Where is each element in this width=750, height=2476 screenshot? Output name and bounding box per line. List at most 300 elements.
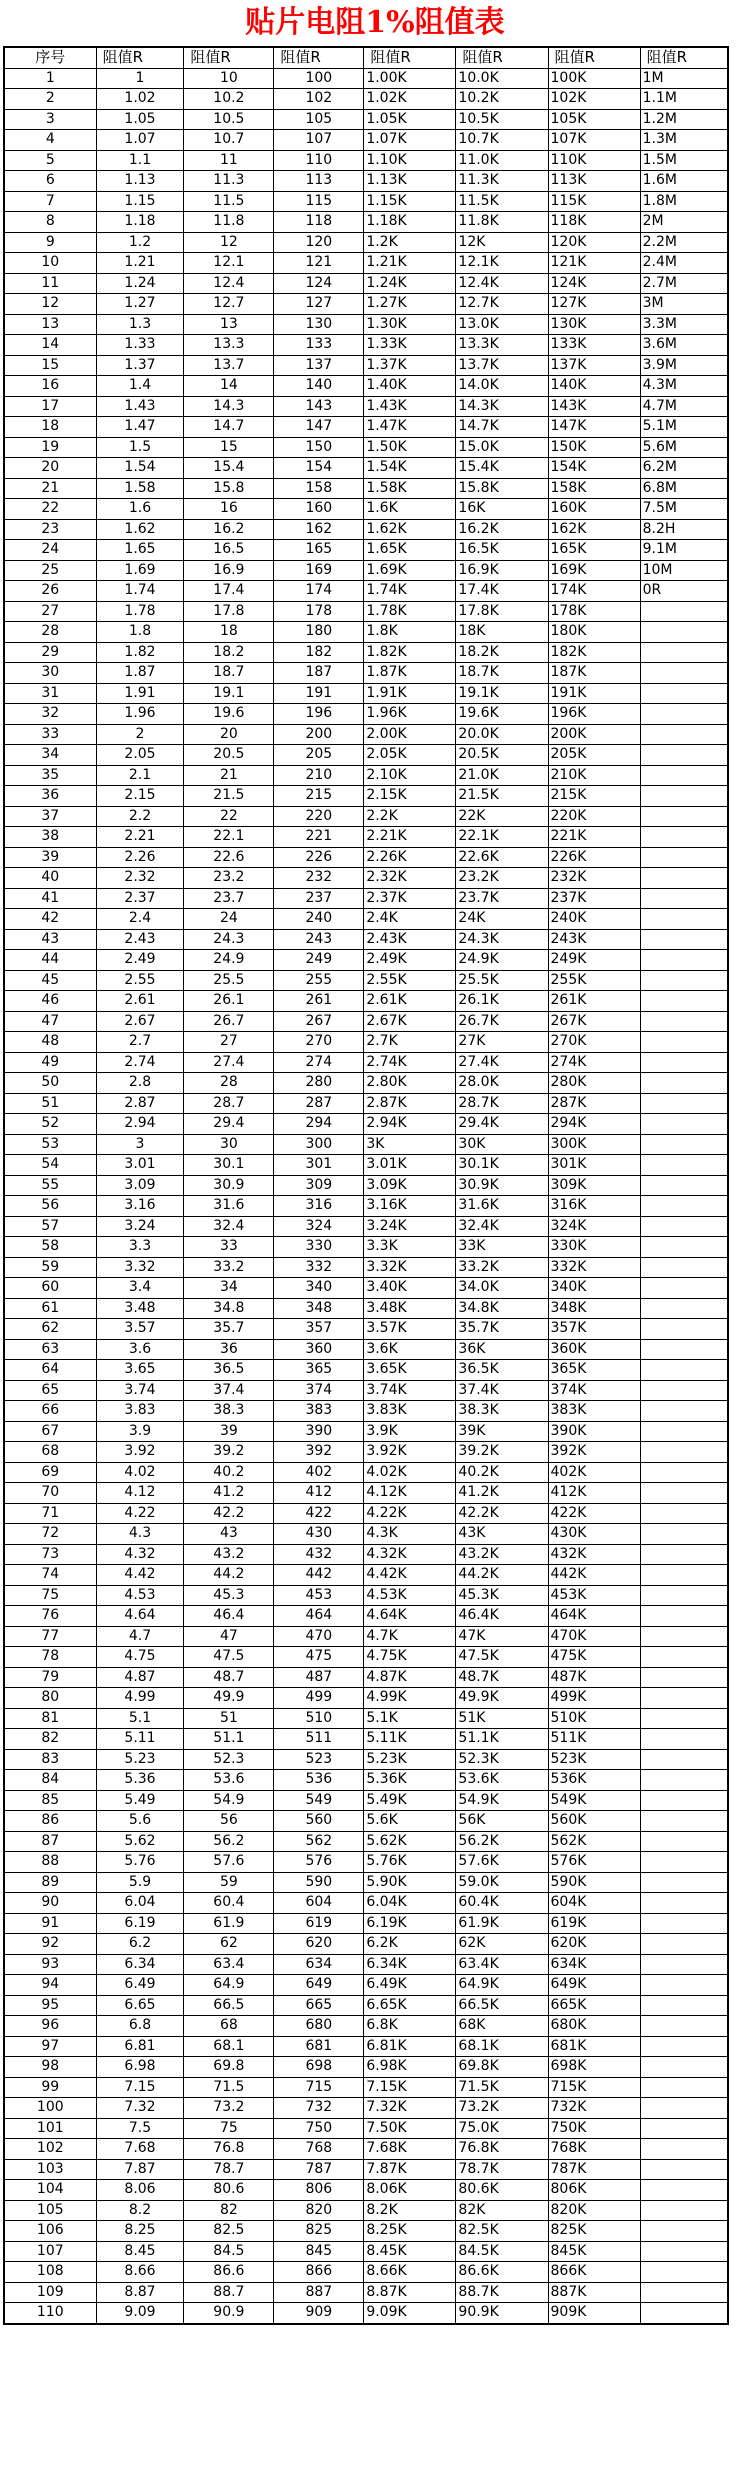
cell-kohm-10: 26.7K: [456, 1011, 548, 1032]
cell-kohm-1: 6.8K: [364, 2016, 456, 2037]
cell-ohm-10: 13.3: [184, 335, 274, 356]
cell-kohm-10: 76.8K: [456, 2139, 548, 2160]
cell-ohm-100: 143: [274, 396, 364, 417]
cell-ohm-10: 54.9: [184, 1790, 274, 1811]
cell-index: 21: [4, 478, 96, 499]
cell-ohm-10: 12: [184, 232, 274, 253]
cell-index: 104: [4, 2180, 96, 2201]
cell-ohm-1: 1.18: [96, 212, 184, 233]
cell-kohm-1: 3.83K: [364, 1401, 456, 1422]
cell-ohm-100: 665: [274, 1995, 364, 2016]
table-row: [4, 2139, 728, 2160]
cell-kohm-100: 158K: [548, 478, 640, 499]
cell-ohm-1: 1.87: [96, 663, 184, 684]
cell-mohm: [640, 2139, 728, 2160]
cell-ohm-100: 360: [274, 1339, 364, 1360]
cell-ohm-10: 44.2: [184, 1565, 274, 1586]
cell-kohm-1: 1.58K: [364, 478, 456, 499]
cell-mohm: [640, 1647, 728, 1668]
table-row: [4, 1524, 728, 1545]
cell-kohm-100: 127K: [548, 294, 640, 315]
cell-kohm-10: 45.3K: [456, 1585, 548, 1606]
cell-mohm: [640, 991, 728, 1012]
cell-ohm-100: 191: [274, 683, 364, 704]
cell-mohm: 1.6M: [640, 171, 728, 192]
cell-ohm-100: 887: [274, 2282, 364, 2303]
cell-ohm-100: 169: [274, 560, 364, 581]
cell-kohm-100: 487K: [548, 1667, 640, 1688]
cell-index: 101: [4, 2118, 96, 2139]
cell-ohm-10: 39: [184, 1421, 274, 1442]
cell-mohm: [640, 1339, 728, 1360]
cell-kohm-10: 30.9K: [456, 1175, 548, 1196]
cell-kohm-10: 24.9K: [456, 950, 548, 971]
cell-ohm-10: 51: [184, 1708, 274, 1729]
cell-ohm-10: 10.5: [184, 109, 274, 130]
cell-kohm-10: 18.2K: [456, 642, 548, 663]
cell-kohm-1: 5.76K: [364, 1852, 456, 1873]
cell-ohm-100: 220: [274, 806, 364, 827]
cell-kohm-100: 143K: [548, 396, 640, 417]
cell-ohm-10: 59: [184, 1872, 274, 1893]
table-row: [4, 2241, 728, 2262]
cell-kohm-10: 34.0K: [456, 1278, 548, 1299]
cell-ohm-1: 8.25: [96, 2221, 184, 2242]
cell-index: 35: [4, 765, 96, 786]
table-row: [4, 1298, 728, 1319]
cell-index: 44: [4, 950, 96, 971]
table-row: [4, 1134, 728, 1155]
cell-ohm-1: 3.48: [96, 1298, 184, 1319]
cell-index: 110: [4, 2303, 96, 2324]
cell-kohm-100: 300K: [548, 1134, 640, 1155]
cell-ohm-10: 42.2: [184, 1503, 274, 1524]
cell-kohm-100: 180K: [548, 622, 640, 643]
cell-kohm-10: 48.7K: [456, 1667, 548, 1688]
cell-kohm-100: 255K: [548, 970, 640, 991]
cell-kohm-100: 169K: [548, 560, 640, 581]
cell-ohm-1: 1.33: [96, 335, 184, 356]
table-row: [4, 1544, 728, 1565]
cell-mohm: [640, 1114, 728, 1135]
cell-ohm-10: 73.2: [184, 2098, 274, 2119]
cell-ohm-10: 35.7: [184, 1319, 274, 1340]
cell-index: 36: [4, 786, 96, 807]
cell-kohm-1: 3.40K: [364, 1278, 456, 1299]
cell-mohm: [640, 1442, 728, 1463]
cell-ohm-1: 4.99: [96, 1688, 184, 1709]
cell-ohm-10: 47.5: [184, 1647, 274, 1668]
cell-ohm-10: 60.4: [184, 1893, 274, 1914]
cell-ohm-100: 162: [274, 519, 364, 540]
cell-ohm-10: 53.6: [184, 1770, 274, 1791]
cell-kohm-1: 4.3K: [364, 1524, 456, 1545]
cell-mohm: [640, 1134, 728, 1155]
cell-kohm-1: 1.82K: [364, 642, 456, 663]
cell-index: 25: [4, 560, 96, 581]
cell-index: 60: [4, 1278, 96, 1299]
cell-ohm-100: 499: [274, 1688, 364, 1709]
cell-index: 17: [4, 396, 96, 417]
cell-ohm-10: 14.7: [184, 417, 274, 438]
cell-kohm-10: 56K: [456, 1811, 548, 1832]
cell-kohm-1: 6.49K: [364, 1975, 456, 1996]
cell-kohm-10: 37.4K: [456, 1380, 548, 1401]
cell-kohm-1: 3.57K: [364, 1319, 456, 1340]
cell-kohm-10: 53.6K: [456, 1770, 548, 1791]
cell-index: 88: [4, 1852, 96, 1873]
cell-ohm-1: 2.87: [96, 1093, 184, 1114]
cell-ohm-100: 124: [274, 273, 364, 294]
cell-kohm-10: 51.1K: [456, 1729, 548, 1750]
cell-kohm-10: 25.5K: [456, 970, 548, 991]
table-row: [4, 622, 728, 643]
cell-ohm-100: 332: [274, 1257, 364, 1278]
cell-kohm-1: 5.6K: [364, 1811, 456, 1832]
cell-ohm-100: 470: [274, 1626, 364, 1647]
cell-kohm-100: 619K: [548, 1913, 640, 1934]
cell-index: 70: [4, 1483, 96, 1504]
cell-kohm-1: 1.65K: [364, 540, 456, 561]
cell-index: 7: [4, 191, 96, 212]
cell-index: 12: [4, 294, 96, 315]
cell-mohm: 3.6M: [640, 335, 728, 356]
cell-index: 83: [4, 1749, 96, 1770]
cell-ohm-1: 3.09: [96, 1175, 184, 1196]
cell-kohm-100: 324K: [548, 1216, 640, 1237]
cell-kohm-1: 3K: [364, 1134, 456, 1155]
cell-index: 1: [4, 68, 96, 89]
cell-kohm-1: 4.12K: [364, 1483, 456, 1504]
cell-ohm-100: 237: [274, 888, 364, 909]
cell-ohm-1: 2.7: [96, 1032, 184, 1053]
cell-kohm-100: 392K: [548, 1442, 640, 1463]
cell-kohm-100: 475K: [548, 1647, 640, 1668]
cell-kohm-100: 576K: [548, 1852, 640, 1873]
cell-kohm-100: 453K: [548, 1585, 640, 1606]
cell-ohm-10: 26.7: [184, 1011, 274, 1032]
table-row: [4, 1729, 728, 1750]
cell-kohm-1: 4.42K: [364, 1565, 456, 1586]
table-row: [4, 212, 728, 233]
cell-kohm-1: 6.65K: [364, 1995, 456, 2016]
table-row: [4, 1339, 728, 1360]
table-row: [4, 1032, 728, 1053]
cell-kohm-1: 5.62K: [364, 1831, 456, 1852]
cell-mohm: [640, 1749, 728, 1770]
cell-index: 86: [4, 1811, 96, 1832]
cell-kohm-10: 26.1K: [456, 991, 548, 1012]
cell-index: 15: [4, 355, 96, 376]
cell-kohm-100: 215K: [548, 786, 640, 807]
cell-ohm-1: 5.36: [96, 1770, 184, 1791]
cell-ohm-10: 32.4: [184, 1216, 274, 1237]
cell-ohm-1: 5.76: [96, 1852, 184, 1873]
cell-index: 91: [4, 1913, 96, 1934]
table-row: [4, 1401, 728, 1422]
cell-index: 47: [4, 1011, 96, 1032]
cell-kohm-10: 43.2K: [456, 1544, 548, 1565]
cell-kohm-100: 432K: [548, 1544, 640, 1565]
cell-ohm-1: 5.9: [96, 1872, 184, 1893]
cell-ohm-100: 634: [274, 1954, 364, 1975]
cell-kohm-1: 2.94K: [364, 1114, 456, 1135]
table-row: [4, 1380, 728, 1401]
cell-ohm-100: 825: [274, 2221, 364, 2242]
cell-ohm-10: 40.2: [184, 1462, 274, 1483]
cell-ohm-10: 24: [184, 909, 274, 930]
cell-kohm-100: 390K: [548, 1421, 640, 1442]
table-row: [4, 519, 728, 540]
cell-kohm-10: 21.0K: [456, 765, 548, 786]
cell-kohm-10: 27K: [456, 1032, 548, 1053]
cell-kohm-1: 4.87K: [364, 1667, 456, 1688]
cell-kohm-10: 23.2K: [456, 868, 548, 889]
cell-kohm-1: 5.90K: [364, 1872, 456, 1893]
cell-ohm-1: 4.22: [96, 1503, 184, 1524]
cell-index: 19: [4, 437, 96, 458]
cell-kohm-10: 28.0K: [456, 1073, 548, 1094]
cell-ohm-1: 4.3: [96, 1524, 184, 1545]
cell-ohm-10: 62: [184, 1934, 274, 1955]
cell-kohm-100: 330K: [548, 1237, 640, 1258]
cell-kohm-100: 340K: [548, 1278, 640, 1299]
cell-kohm-100: 887K: [548, 2282, 640, 2303]
cell-ohm-10: 20.5: [184, 745, 274, 766]
cell-ohm-10: 76.8: [184, 2139, 274, 2160]
cell-mohm: [640, 745, 728, 766]
cell-ohm-1: 2.2: [96, 806, 184, 827]
cell-kohm-1: 1.18K: [364, 212, 456, 233]
cell-ohm-1: 2.61: [96, 991, 184, 1012]
cell-index: 65: [4, 1380, 96, 1401]
cell-ohm-10: 25.5: [184, 970, 274, 991]
cell-ohm-100: 464: [274, 1606, 364, 1627]
cell-kohm-1: 1.8K: [364, 622, 456, 643]
cell-ohm-10: 31.6: [184, 1196, 274, 1217]
cell-kohm-10: 90.9K: [456, 2303, 548, 2324]
cell-mohm: [640, 2098, 728, 2119]
cell-mohm: [640, 2118, 728, 2139]
cell-ohm-100: 562: [274, 1831, 364, 1852]
cell-ohm-1: 7.32: [96, 2098, 184, 2119]
cell-ohm-100: 270: [274, 1032, 364, 1053]
cell-ohm-10: 14.3: [184, 396, 274, 417]
header-ohm-5: 阻值R: [456, 47, 548, 68]
cell-kohm-10: 15.4K: [456, 458, 548, 479]
cell-index: 93: [4, 1954, 96, 1975]
cell-ohm-100: 130: [274, 314, 364, 335]
cell-ohm-1: 1.13: [96, 171, 184, 192]
cell-index: 28: [4, 622, 96, 643]
cell-kohm-1: 2.21K: [364, 827, 456, 848]
cell-ohm-100: 374: [274, 1380, 364, 1401]
cell-ohm-10: 23.7: [184, 888, 274, 909]
cell-ohm-1: 4.12: [96, 1483, 184, 1504]
cell-kohm-100: 249K: [548, 950, 640, 971]
cell-ohm-1: 6.8: [96, 2016, 184, 2037]
cell-ohm-1: 5.6: [96, 1811, 184, 1832]
cell-kohm-100: 105K: [548, 109, 640, 130]
cell-mohm: 8.2H: [640, 519, 728, 540]
cell-kohm-10: 15.0K: [456, 437, 548, 458]
cell-kohm-10: 30K: [456, 1134, 548, 1155]
cell-kohm-100: 820K: [548, 2200, 640, 2221]
cell-mohm: [640, 2262, 728, 2283]
cell-ohm-1: 4.53: [96, 1585, 184, 1606]
cell-ohm-100: 274: [274, 1052, 364, 1073]
cell-ohm-100: 140: [274, 376, 364, 397]
cell-kohm-10: 33.2K: [456, 1257, 548, 1278]
cell-ohm-100: 619: [274, 1913, 364, 1934]
cell-index: 78: [4, 1647, 96, 1668]
cell-kohm-100: 374K: [548, 1380, 640, 1401]
cell-ohm-100: 110: [274, 150, 364, 171]
cell-ohm-10: 11.5: [184, 191, 274, 212]
cell-ohm-1: 2.49: [96, 950, 184, 971]
table-row: [4, 1893, 728, 1914]
cell-ohm-100: 681: [274, 2036, 364, 2057]
cell-kohm-1: 1.30K: [364, 314, 456, 335]
cell-index: 75: [4, 1585, 96, 1606]
cell-index: 33: [4, 724, 96, 745]
cell-kohm-1: 8.66K: [364, 2262, 456, 2283]
cell-index: 16: [4, 376, 96, 397]
cell-ohm-100: 590: [274, 1872, 364, 1893]
cell-kohm-10: 39K: [456, 1421, 548, 1442]
cell-ohm-10: 27.4: [184, 1052, 274, 1073]
cell-kohm-1: 3.74K: [364, 1380, 456, 1401]
header-ohm-7: 阻值R: [640, 47, 728, 68]
cell-ohm-1: 6.04: [96, 1893, 184, 1914]
cell-kohm-10: 49.9K: [456, 1688, 548, 1709]
cell-ohm-100: 107: [274, 130, 364, 151]
cell-index: 56: [4, 1196, 96, 1217]
table-row: [4, 437, 728, 458]
cell-ohm-1: 2.05: [96, 745, 184, 766]
cell-kohm-10: 10.7K: [456, 130, 548, 151]
cell-ohm-1: 6.34: [96, 1954, 184, 1975]
cell-mohm: [640, 2241, 728, 2262]
header-ohm-1: 阻值R: [96, 47, 184, 68]
cell-ohm-10: 75: [184, 2118, 274, 2139]
cell-ohm-1: 8.45: [96, 2241, 184, 2262]
cell-kohm-1: 1.33K: [364, 335, 456, 356]
cell-ohm-1: 1.05: [96, 109, 184, 130]
cell-mohm: [640, 950, 728, 971]
table-row: [4, 1647, 728, 1668]
cell-kohm-100: 750K: [548, 2118, 640, 2139]
cell-kohm-1: 4.32K: [364, 1544, 456, 1565]
cell-kohm-1: 2.32K: [364, 868, 456, 889]
cell-ohm-10: 18.2: [184, 642, 274, 663]
cell-kohm-100: 287K: [548, 1093, 640, 1114]
cell-ohm-1: 7.68: [96, 2139, 184, 2160]
cell-kohm-1: 1.13K: [364, 171, 456, 192]
table-row: [4, 1360, 728, 1381]
table-row: [4, 1237, 728, 1258]
cell-ohm-1: 1.6: [96, 499, 184, 520]
cell-kohm-10: 19.6K: [456, 704, 548, 725]
cell-ohm-100: 732: [274, 2098, 364, 2119]
table-row: [4, 642, 728, 663]
table-row: [4, 888, 728, 909]
cell-index: 92: [4, 1934, 96, 1955]
cell-ohm-100: 160: [274, 499, 364, 520]
cell-index: 84: [4, 1770, 96, 1791]
cell-mohm: [640, 1995, 728, 2016]
cell-index: 87: [4, 1831, 96, 1852]
cell-ohm-100: 348: [274, 1298, 364, 1319]
cell-mohm: 1.5M: [640, 150, 728, 171]
cell-ohm-100: 453: [274, 1585, 364, 1606]
cell-kohm-1: 1.02K: [364, 89, 456, 110]
cell-mohm: [640, 1667, 728, 1688]
cell-index: 64: [4, 1360, 96, 1381]
cell-ohm-10: 17.4: [184, 581, 274, 602]
table-row: [4, 540, 728, 561]
cell-index: 106: [4, 2221, 96, 2242]
table-row: [4, 909, 728, 930]
cell-kohm-100: 332K: [548, 1257, 640, 1278]
cell-mohm: 4.7M: [640, 396, 728, 417]
table-row: [4, 1934, 728, 1955]
cell-kohm-100: 137K: [548, 355, 640, 376]
cell-ohm-1: 1.43: [96, 396, 184, 417]
cell-ohm-10: 22.6: [184, 847, 274, 868]
cell-mohm: 10M: [640, 560, 728, 581]
cell-kohm-100: 909K: [548, 2303, 640, 2324]
cell-index: 82: [4, 1729, 96, 1750]
table-row: [4, 273, 728, 294]
cell-mohm: [640, 1073, 728, 1094]
table-row: [4, 232, 728, 253]
cell-ohm-1: 8.06: [96, 2180, 184, 2201]
cell-ohm-1: 2.1: [96, 765, 184, 786]
cell-kohm-1: 1.54K: [364, 458, 456, 479]
cell-ohm-10: 23.2: [184, 868, 274, 889]
table-row: [4, 376, 728, 397]
cell-kohm-1: 2.2K: [364, 806, 456, 827]
cell-ohm-10: 34: [184, 1278, 274, 1299]
cell-kohm-1: 1.62K: [364, 519, 456, 540]
cell-ohm-1: 5.23: [96, 1749, 184, 1770]
cell-ohm-100: 324: [274, 1216, 364, 1237]
cell-ohm-1: 1.02: [96, 89, 184, 110]
cell-index: 77: [4, 1626, 96, 1647]
cell-kohm-100: 464K: [548, 1606, 640, 1627]
cell-kohm-10: 66.5K: [456, 1995, 548, 2016]
cell-mohm: [640, 1032, 728, 1053]
table-row: [4, 2262, 728, 2283]
cell-index: 40: [4, 868, 96, 889]
cell-ohm-100: 165: [274, 540, 364, 561]
cell-kohm-100: 147K: [548, 417, 640, 438]
cell-kohm-1: 3.32K: [364, 1257, 456, 1278]
cell-kohm-100: 511K: [548, 1729, 640, 1750]
cell-index: 41: [4, 888, 96, 909]
cell-kohm-100: 261K: [548, 991, 640, 1012]
cell-kohm-1: 4.99K: [364, 1688, 456, 1709]
cell-ohm-10: 10.7: [184, 130, 274, 151]
cell-kohm-100: 162K: [548, 519, 640, 540]
cell-mohm: [640, 1585, 728, 1606]
cell-kohm-1: 6.04K: [364, 1893, 456, 1914]
cell-index: 31: [4, 683, 96, 704]
cell-ohm-1: 3.74: [96, 1380, 184, 1401]
cell-ohm-1: 4.64: [96, 1606, 184, 1627]
cell-ohm-1: 3: [96, 1134, 184, 1155]
